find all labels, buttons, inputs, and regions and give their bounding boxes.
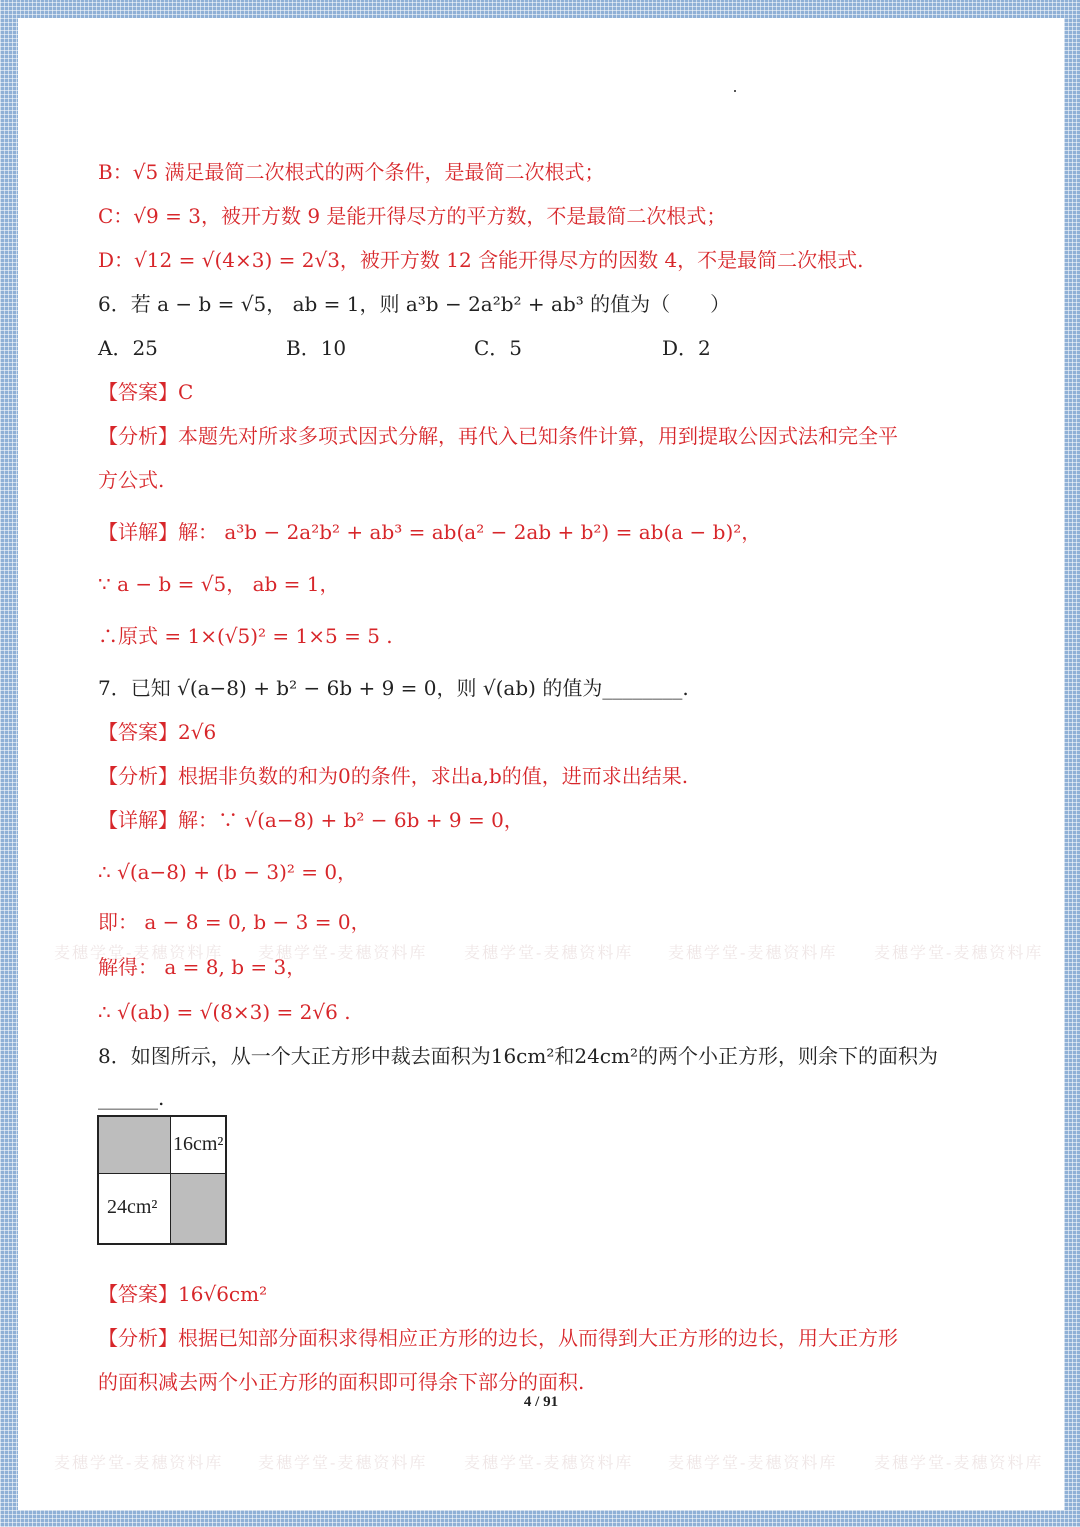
question-6-detail: 【详解】解： a³b − 2a²b² + ab³ = ab(a² − 2ab + b²) = ab(a − b)²， — [98, 520, 762, 544]
watermark: 麦穗学堂-麦穗资料库 — [874, 943, 1044, 962]
question-8-analysis-line-2: 的面积减去两个小正方形的面积即可得余下部分的面积. — [98, 1370, 585, 1394]
square-16 — [171, 1117, 225, 1174]
watermark: 麦穗学堂-麦穗资料库 — [54, 1453, 224, 1472]
question-7-step-4: ∴ √(ab) = √(8×3) = 2√6 . — [98, 1000, 351, 1024]
question-8-line-1: 8．如图所示，从一个大正方形中裁去面积为16cm²和24cm²的两个小正方形，则余下的面积为 — [98, 1044, 938, 1068]
option-c-explanation — [98, 202, 726, 230]
option-d-explanation — [98, 246, 864, 274]
squares-figure — [97, 1115, 227, 1245]
watermark: 麦穗学堂-麦穗资料库 — [464, 1453, 634, 1472]
question-6-therefore: ∴原式 = 1×(√5)² = 1×5 = 5 . — [98, 624, 393, 648]
option-b: B．10 — [286, 336, 347, 360]
watermark: 麦穗学堂-麦穗资料库 — [874, 1453, 1044, 1472]
label-16cm2: 16cm² — [173, 1133, 224, 1155]
watermark: 麦穗学堂-麦穗资料库 — [668, 943, 838, 962]
watermark: 麦穗学堂-麦穗资料库 — [258, 1453, 428, 1472]
question-6-analysis-line-2: 方公式. — [98, 468, 165, 492]
question-8-analysis-line-1: 【分析】根据已知部分面积求得相应正方形的边长，从而得到大正方形的边长，用大正方形 — [98, 1326, 898, 1350]
label-24cm2: 24cm² — [107, 1196, 158, 1218]
question-7-step-3: 解得： a = 8, b = 3， — [98, 955, 307, 979]
question-8-answer: 【答案】16√6cm² — [98, 1282, 268, 1306]
document-page — [18, 18, 1064, 1510]
question-6-answer: 【答案】C — [98, 380, 194, 404]
option-d: D．2 — [662, 336, 711, 360]
watermark: 麦穗学堂-麦穗资料库 — [464, 943, 634, 962]
question-6-since: ∵ a − b = √5， ab = 1， — [98, 572, 340, 596]
question-6-analysis-line-1: 【分析】本题先对所求多项式因式分解，再代入已知条件计算，用到提取公因式法和完全平 — [98, 424, 898, 448]
option-d-text: D：√12 = √(4×3) = 2√3，被开方数 12 含能开得尽方的因数 4，不是最简二次根式. — [98, 248, 864, 272]
option-c-text: C：√9 = 3，被开方数 9 是能开得尽方的平方数，不是最简二次根式； — [98, 204, 727, 228]
option-c: C．5 — [474, 336, 523, 360]
question-7-analysis: 【分析】根据非负数的和为0的条件，求出a,b的值，进而求出结果. — [98, 764, 689, 788]
question-7-step-1: ∴ √(a−8) + (b − 3)² = 0， — [98, 860, 358, 884]
question-7-answer: 【答案】2√6 — [98, 720, 217, 744]
square-24 — [99, 1174, 171, 1243]
page-number: 4 / 91 — [523, 1394, 559, 1410]
question-6-text: 6．若 a − b = √5， ab = 1，则 a³b − 2a²b² + ab³ 的值为（ ） — [98, 292, 731, 316]
gray-square-top-left — [99, 1117, 171, 1174]
question-7: 7．已知 √(a−8) + b² − 6b + 9 = 0，则 √(ab) 的值为________. — [98, 676, 689, 700]
question-8-line-2: ______. — [98, 1086, 165, 1110]
question-7-detail: 【详解】解：∵ √(a−8) + b² − 6b + 9 = 0， — [98, 808, 524, 832]
watermark: 麦穗学堂-麦穗资料库 — [54, 943, 224, 962]
question-6 — [98, 290, 730, 318]
option-b-text: B：√5 满足最简二次根式的两个条件，是最简二次根式； — [98, 160, 605, 184]
option-a: A．25 — [98, 336, 158, 360]
option-b-explanation — [98, 158, 605, 186]
watermark: 麦穗学堂-麦穗资料库 — [258, 943, 428, 962]
watermark: 麦穗学堂-麦穗资料库 — [668, 1453, 838, 1472]
question-6-options — [98, 334, 898, 362]
gray-square-bottom-right — [171, 1174, 225, 1243]
stray-dot — [734, 90, 736, 92]
question-7-step-2: 即： a − 8 = 0, b − 3 = 0， — [98, 910, 371, 934]
